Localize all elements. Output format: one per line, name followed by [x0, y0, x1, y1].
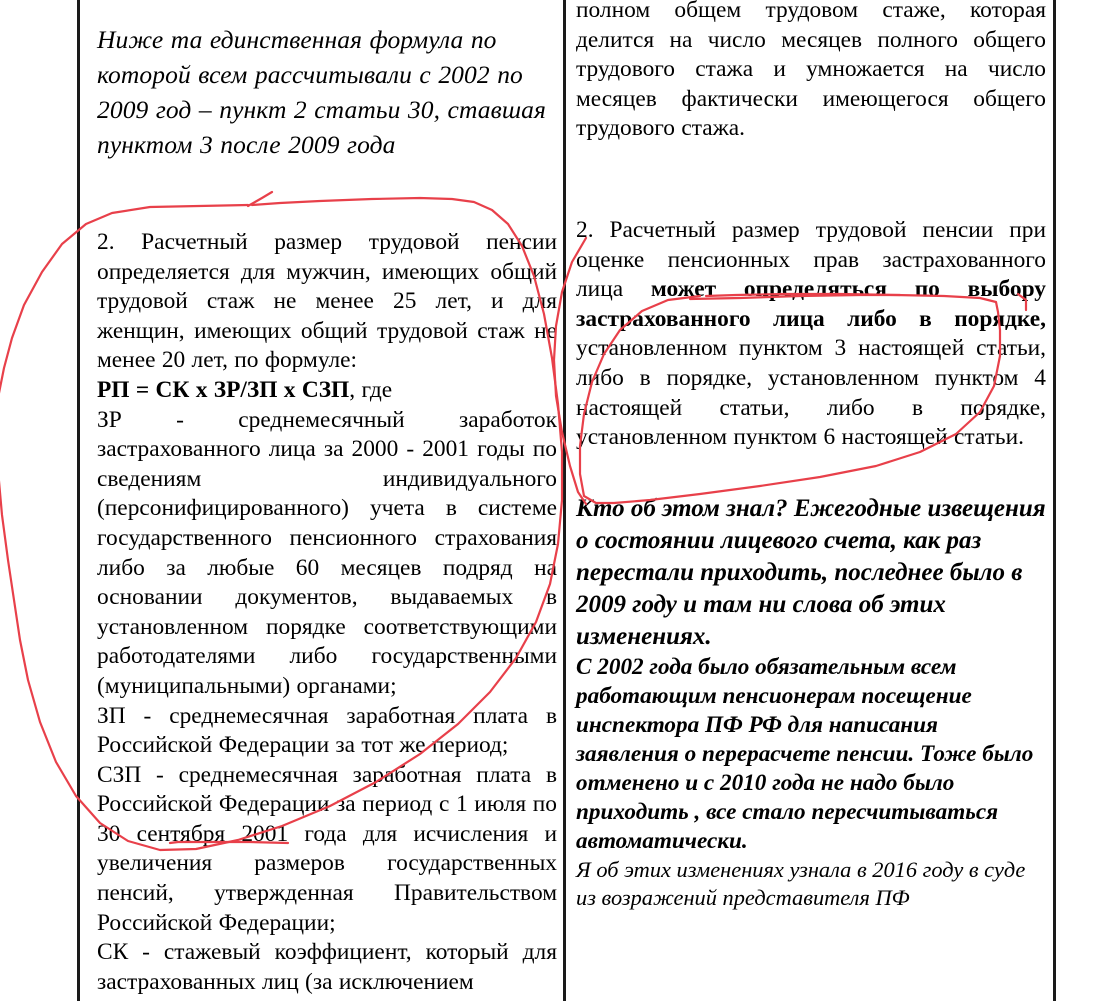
- commentary-block-2: С 2002 года было обязательным всем работающим пенсионерам посещение инспектора ПФ РФ для написания заявления о перерасчете пенсии. Тоже было отменено и с 2010 года не надо было приходить , все стало пересчитываться автоматически.: [576, 653, 1034, 854]
- definition-sk: СК - стажевый коэффициент, который для застрахованных лиц (за исключением: [97, 939, 557, 995]
- definition-zp: ЗП - среднемесячная заработная плата в Российской Федерации за тот же период;: [97, 702, 557, 759]
- left-margin-rule: [77, 0, 80, 1001]
- left-column-heading: Ниже та единственная формула по которой всем рассчитывали с 2002 по 2009 год – пункт 2 статьи 30, ставшая пунктом 3 после 2009 года: [97, 25, 546, 159]
- column-divider-rule: [563, 0, 566, 1001]
- right-paragraph-2-suffix: установленном пунктом 3 настоящей статьи, либо в порядке, установленном пунктом 4 настоящей статьи, либо в порядке, установленном пунктом 6 настоящей статьи.: [576, 335, 1046, 451]
- left-formula-line: [97, 376, 557, 406]
- right-paragraph-2: [576, 216, 1046, 453]
- right-margin-rule: [1053, 0, 1056, 1001]
- pension-formula: РП = СК х ЗР/ЗП х СЗП: [97, 376, 350, 403]
- commentary-block-3: Я об этих изменениях узнала в 2016 году в суде из возражений представителя ПФ: [576, 856, 1026, 911]
- definition-szp: СЗП - среднемесячная заработная плата в Российской Федерации за период с 1 июля по 30 сентября 2001 года для исчисления и увеличения размеров государственных пенсий, утвержденная Правительством Российской Федерации;: [97, 761, 557, 936]
- left-column: [97, 0, 557, 997]
- right-paragraph-2-prefix: 2. Расчетный размер трудовой пенсии при оценке пенсионных прав застрахованного лица: [576, 216, 1046, 303]
- definition-zr: ЗР - среднемесячный заработок застрахованного лица за 2000 - 2001 годы по сведениям индивидуального (персонифицированного) учета в системе государственного пенсионного страхования либо за любые 60 месяцев подряд на основании документов, выдаваемых в установленном порядке соответствующими работодателями либо государственными (муниципальными) органами;: [97, 406, 557, 699]
- left-paragraph-intro: 2. Расчетный размер трудовой пенсии определяется для мужчин, имеющих общий трудовой стаж не менее 25 лет, и для женщин, имеющих общий трудовой стаж не менее 20 лет, по формуле:: [97, 229, 557, 374]
- right-column: [576, 0, 1046, 913]
- pension-formula-suffix: , где: [349, 376, 393, 403]
- right-paragraph-2-bold: может определяться по выбору застрахованного лица либо в порядке,: [576, 276, 1046, 332]
- right-paragraph-continued: полном общем трудовом стаже, которая делится на число месяцев полного общего трудового стажа и умножается на число месяцев фактически имеющегося общего трудового стажа.: [576, 0, 1046, 142]
- commentary-block-1: Кто об этом знал? Ежегодные извещения о состоянии лицевого счета, как раз перестали приходить, последнее было в 2009 году и там ни слова об этих изменениях.: [576, 494, 1046, 650]
